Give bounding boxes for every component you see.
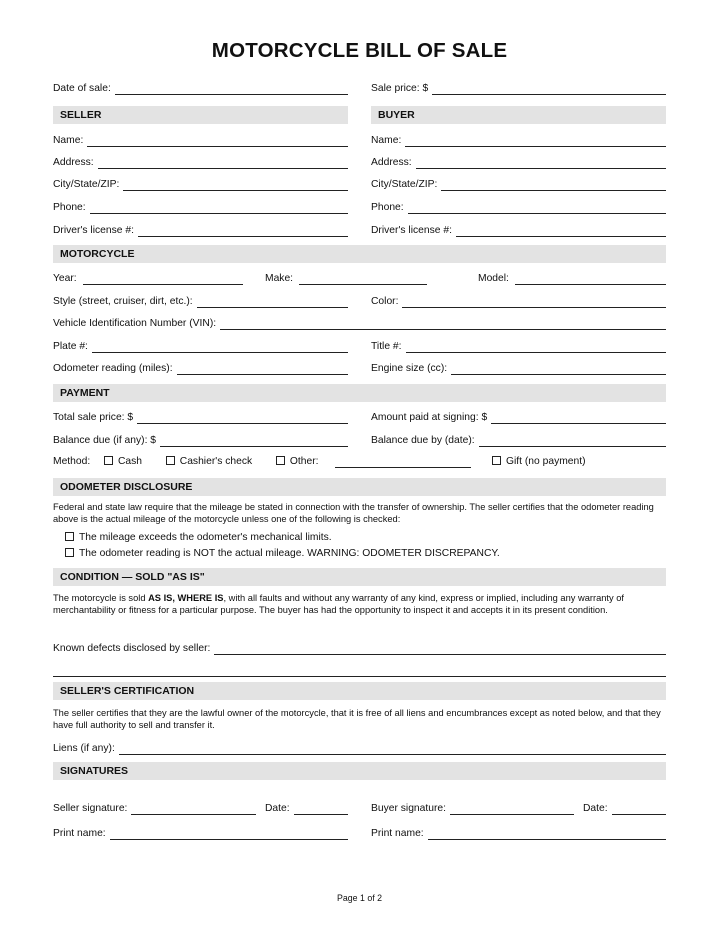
buyer-city-label: City/State/ZIP: [371, 179, 438, 190]
seller-phone-label: Phone: [53, 202, 86, 213]
plate-label: Plate #: [53, 341, 88, 352]
sale-price-line[interactable] [432, 83, 666, 95]
balance-due-by-line[interactable] [479, 435, 666, 447]
signatures-section-header: SIGNATURES [53, 762, 666, 780]
buyer-signature-line[interactable] [450, 803, 574, 815]
seller-date-label: Date: [265, 803, 290, 814]
as-is-where-is-text: AS IS, WHERE IS [148, 593, 224, 603]
buyer-name-label: Name: [371, 135, 402, 146]
model-field[interactable] [478, 271, 666, 285]
color-label: Color: [371, 296, 399, 307]
plate-field[interactable] [53, 339, 348, 353]
liens-label: Liens (if any): [53, 743, 115, 754]
seller-signature-label: Seller signature: [53, 803, 128, 814]
make-line[interactable] [299, 273, 427, 285]
odometer-option-1 [65, 532, 332, 543]
seller-phone-line[interactable] [90, 202, 348, 214]
liens-line[interactable] [119, 743, 666, 755]
amount-paid-field[interactable] [371, 410, 666, 424]
cashiers-check-label: Cashier's check [179, 456, 253, 467]
mechanical-limits-checkbox[interactable] [65, 532, 74, 541]
seller-signature-field[interactable] [53, 801, 256, 815]
title-number-label: Title #: [371, 341, 402, 352]
title-number-line[interactable] [406, 341, 666, 353]
seller-name-line[interactable] [87, 135, 348, 147]
seller-print-name-field[interactable] [53, 826, 348, 840]
buyer-signature-field[interactable] [371, 801, 574, 815]
seller-signature-line[interactable] [131, 803, 256, 815]
known-defects-line-2[interactable] [53, 676, 666, 677]
page-number: Page 1 of 2 [337, 893, 382, 903]
vin-line[interactable] [220, 318, 666, 330]
seller-address-label: Address: [53, 157, 94, 168]
buyer-address-field[interactable] [371, 155, 666, 169]
total-sale-price-line[interactable] [137, 412, 348, 424]
style-field[interactable] [53, 294, 348, 308]
odometer-reading-label: Odometer reading (miles): [53, 363, 173, 374]
seller-phone-field[interactable] [53, 200, 348, 214]
sale-price-field[interactable] [371, 81, 666, 95]
seller-name-label: Name: [53, 135, 84, 146]
style-line[interactable] [197, 296, 348, 308]
vin-label: Vehicle Identification Number (VIN): [53, 318, 217, 329]
buyer-name-field[interactable] [371, 133, 666, 147]
color-line[interactable] [402, 296, 666, 308]
gift-label: Gift (no payment) [506, 456, 586, 467]
cash-label: Cash [117, 456, 143, 467]
method-label: Method: [53, 456, 91, 467]
condition-section-header: CONDITION — SOLD "AS IS" [53, 568, 666, 586]
color-field[interactable] [371, 294, 666, 308]
seller-license-line[interactable] [138, 225, 348, 237]
seller-section-header: SELLER [53, 106, 348, 124]
sale-price-label: Sale price: $ [371, 83, 429, 94]
buyer-phone-field[interactable] [371, 200, 666, 214]
date-of-sale-field[interactable] [53, 81, 348, 95]
payment-method-row [53, 456, 319, 467]
amount-paid-line[interactable] [491, 412, 666, 424]
engine-size-line[interactable] [451, 363, 666, 375]
not-actual-mileage-checkbox[interactable] [65, 548, 74, 557]
buyer-city-field[interactable] [371, 177, 666, 191]
page-title: MOTORCYCLE BILL OF SALE [211, 39, 508, 62]
style-label: Style (street, cruiser, dirt, etc.): [53, 296, 193, 307]
condition-text-pre: The motorcycle is sold [53, 593, 149, 603]
buyer-section-header: BUYER [371, 106, 666, 124]
known-defects-line[interactable] [214, 643, 666, 655]
buyer-license-label: Driver's license #: [371, 225, 452, 236]
make-field[interactable] [265, 271, 427, 285]
balance-due-by-field[interactable] [371, 433, 666, 447]
odometer-disclosure-header: ODOMETER DISCLOSURE [53, 478, 666, 496]
cash-checkbox[interactable] [104, 456, 113, 465]
vin-field[interactable] [53, 316, 666, 330]
certification-text: The seller certifies that they are the lawful owner of the motorcycle, that it is free of all liens and encumbrances except as noted below, and that they have full authority to sell and transfer it. [53, 708, 661, 730]
date-of-sale-line[interactable] [115, 83, 348, 95]
buyer-phone-line[interactable] [408, 202, 666, 214]
balance-due-field[interactable] [53, 433, 348, 447]
gift-checkbox[interactable] [492, 456, 501, 465]
odometer-disclosure-text: Federal and state law require that the mileage be stated in connection with the transfer of ownership. The seller certifies that the odometer reading above is the actual mileage of the motorcycle unless one of the following is checked: [53, 502, 654, 524]
seller-city-line[interactable] [123, 179, 348, 191]
odometer-reading-field[interactable] [53, 361, 348, 375]
buyer-print-name-field[interactable] [371, 826, 666, 840]
payment-section-header: PAYMENT [53, 384, 666, 402]
engine-size-label: Engine size (cc): [371, 363, 448, 374]
gift-option [492, 456, 586, 467]
buyer-signature-label: Buyer signature: [371, 803, 446, 814]
make-label: Make: [265, 273, 294, 284]
year-line[interactable] [83, 273, 243, 285]
condition-text-post: , with all faults and without any warranty of any kind, express or implied, including any warranty of merchantability or fitness for a particular purpose. The buyer has had the opportunity to inspect it and accepts it in its present condition. [53, 593, 624, 615]
balance-due-line[interactable] [160, 435, 348, 447]
certification-section-header: SELLER'S CERTIFICATION [53, 682, 666, 700]
seller-print-name-label: Print name: [53, 828, 106, 839]
mechanical-limits-label: The mileage exceeds the odometer's mechanical limits. [79, 532, 332, 543]
year-field[interactable] [53, 271, 243, 285]
other-method-checkbox[interactable] [276, 456, 285, 465]
buyer-license-field[interactable] [371, 223, 666, 237]
total-sale-price-field[interactable] [53, 410, 348, 424]
seller-date-field[interactable] [265, 801, 348, 815]
not-actual-mileage-label: The odometer reading is NOT the actual mileage. WARNING: ODOMETER DISCREPANCY. [79, 548, 500, 559]
buyer-phone-label: Phone: [371, 202, 404, 213]
seller-address-field[interactable] [53, 155, 348, 169]
liens-field[interactable] [53, 741, 666, 755]
odometer-reading-line[interactable] [177, 363, 348, 375]
seller-license-field[interactable] [53, 223, 348, 237]
seller-print-name-line[interactable] [110, 828, 348, 840]
date-of-sale-label: Date of sale: [53, 83, 111, 94]
model-label: Model: [478, 273, 509, 284]
engine-size-field[interactable] [371, 361, 666, 375]
balance-due-by-label: Balance due by (date): [371, 435, 475, 446]
year-label: Year: [53, 273, 77, 284]
total-sale-price-label: Total sale price: $ [53, 412, 134, 423]
model-line[interactable] [515, 273, 666, 285]
seller-date-line[interactable] [294, 803, 348, 815]
title-number-field[interactable] [371, 339, 666, 353]
buyer-address-line[interactable] [416, 157, 666, 169]
motorcycle-section-header: MOTORCYCLE [53, 245, 666, 263]
buyer-date-label: Date: [583, 803, 608, 814]
buyer-license-line[interactable] [456, 225, 666, 237]
plate-line[interactable] [92, 341, 348, 353]
balance-due-label: Balance due (if any): $ [53, 435, 157, 446]
buyer-name-line[interactable] [405, 135, 666, 147]
cashiers-check-checkbox[interactable] [166, 456, 175, 465]
seller-city-field[interactable] [53, 177, 348, 191]
condition-text [53, 593, 666, 616]
known-defects-label: Known defects disclosed by seller: [53, 643, 211, 654]
buyer-address-label: Address: [371, 157, 412, 168]
buyer-city-line[interactable] [441, 179, 666, 191]
odometer-option-2 [65, 548, 500, 559]
seller-license-label: Driver's license #: [53, 225, 134, 236]
seller-address-line[interactable] [98, 157, 348, 169]
buyer-date-field[interactable] [583, 801, 666, 815]
amount-paid-label: Amount paid at signing: $ [371, 412, 488, 423]
other-method-label: Other: [289, 456, 319, 467]
seller-city-label: City/State/ZIP: [53, 179, 120, 190]
buyer-print-name-line[interactable] [428, 828, 666, 840]
other-method-line[interactable] [335, 467, 471, 468]
seller-name-field[interactable] [53, 133, 348, 147]
buyer-date-line[interactable] [612, 803, 666, 815]
buyer-print-name-label: Print name: [371, 828, 424, 839]
known-defects-field[interactable] [53, 641, 666, 655]
